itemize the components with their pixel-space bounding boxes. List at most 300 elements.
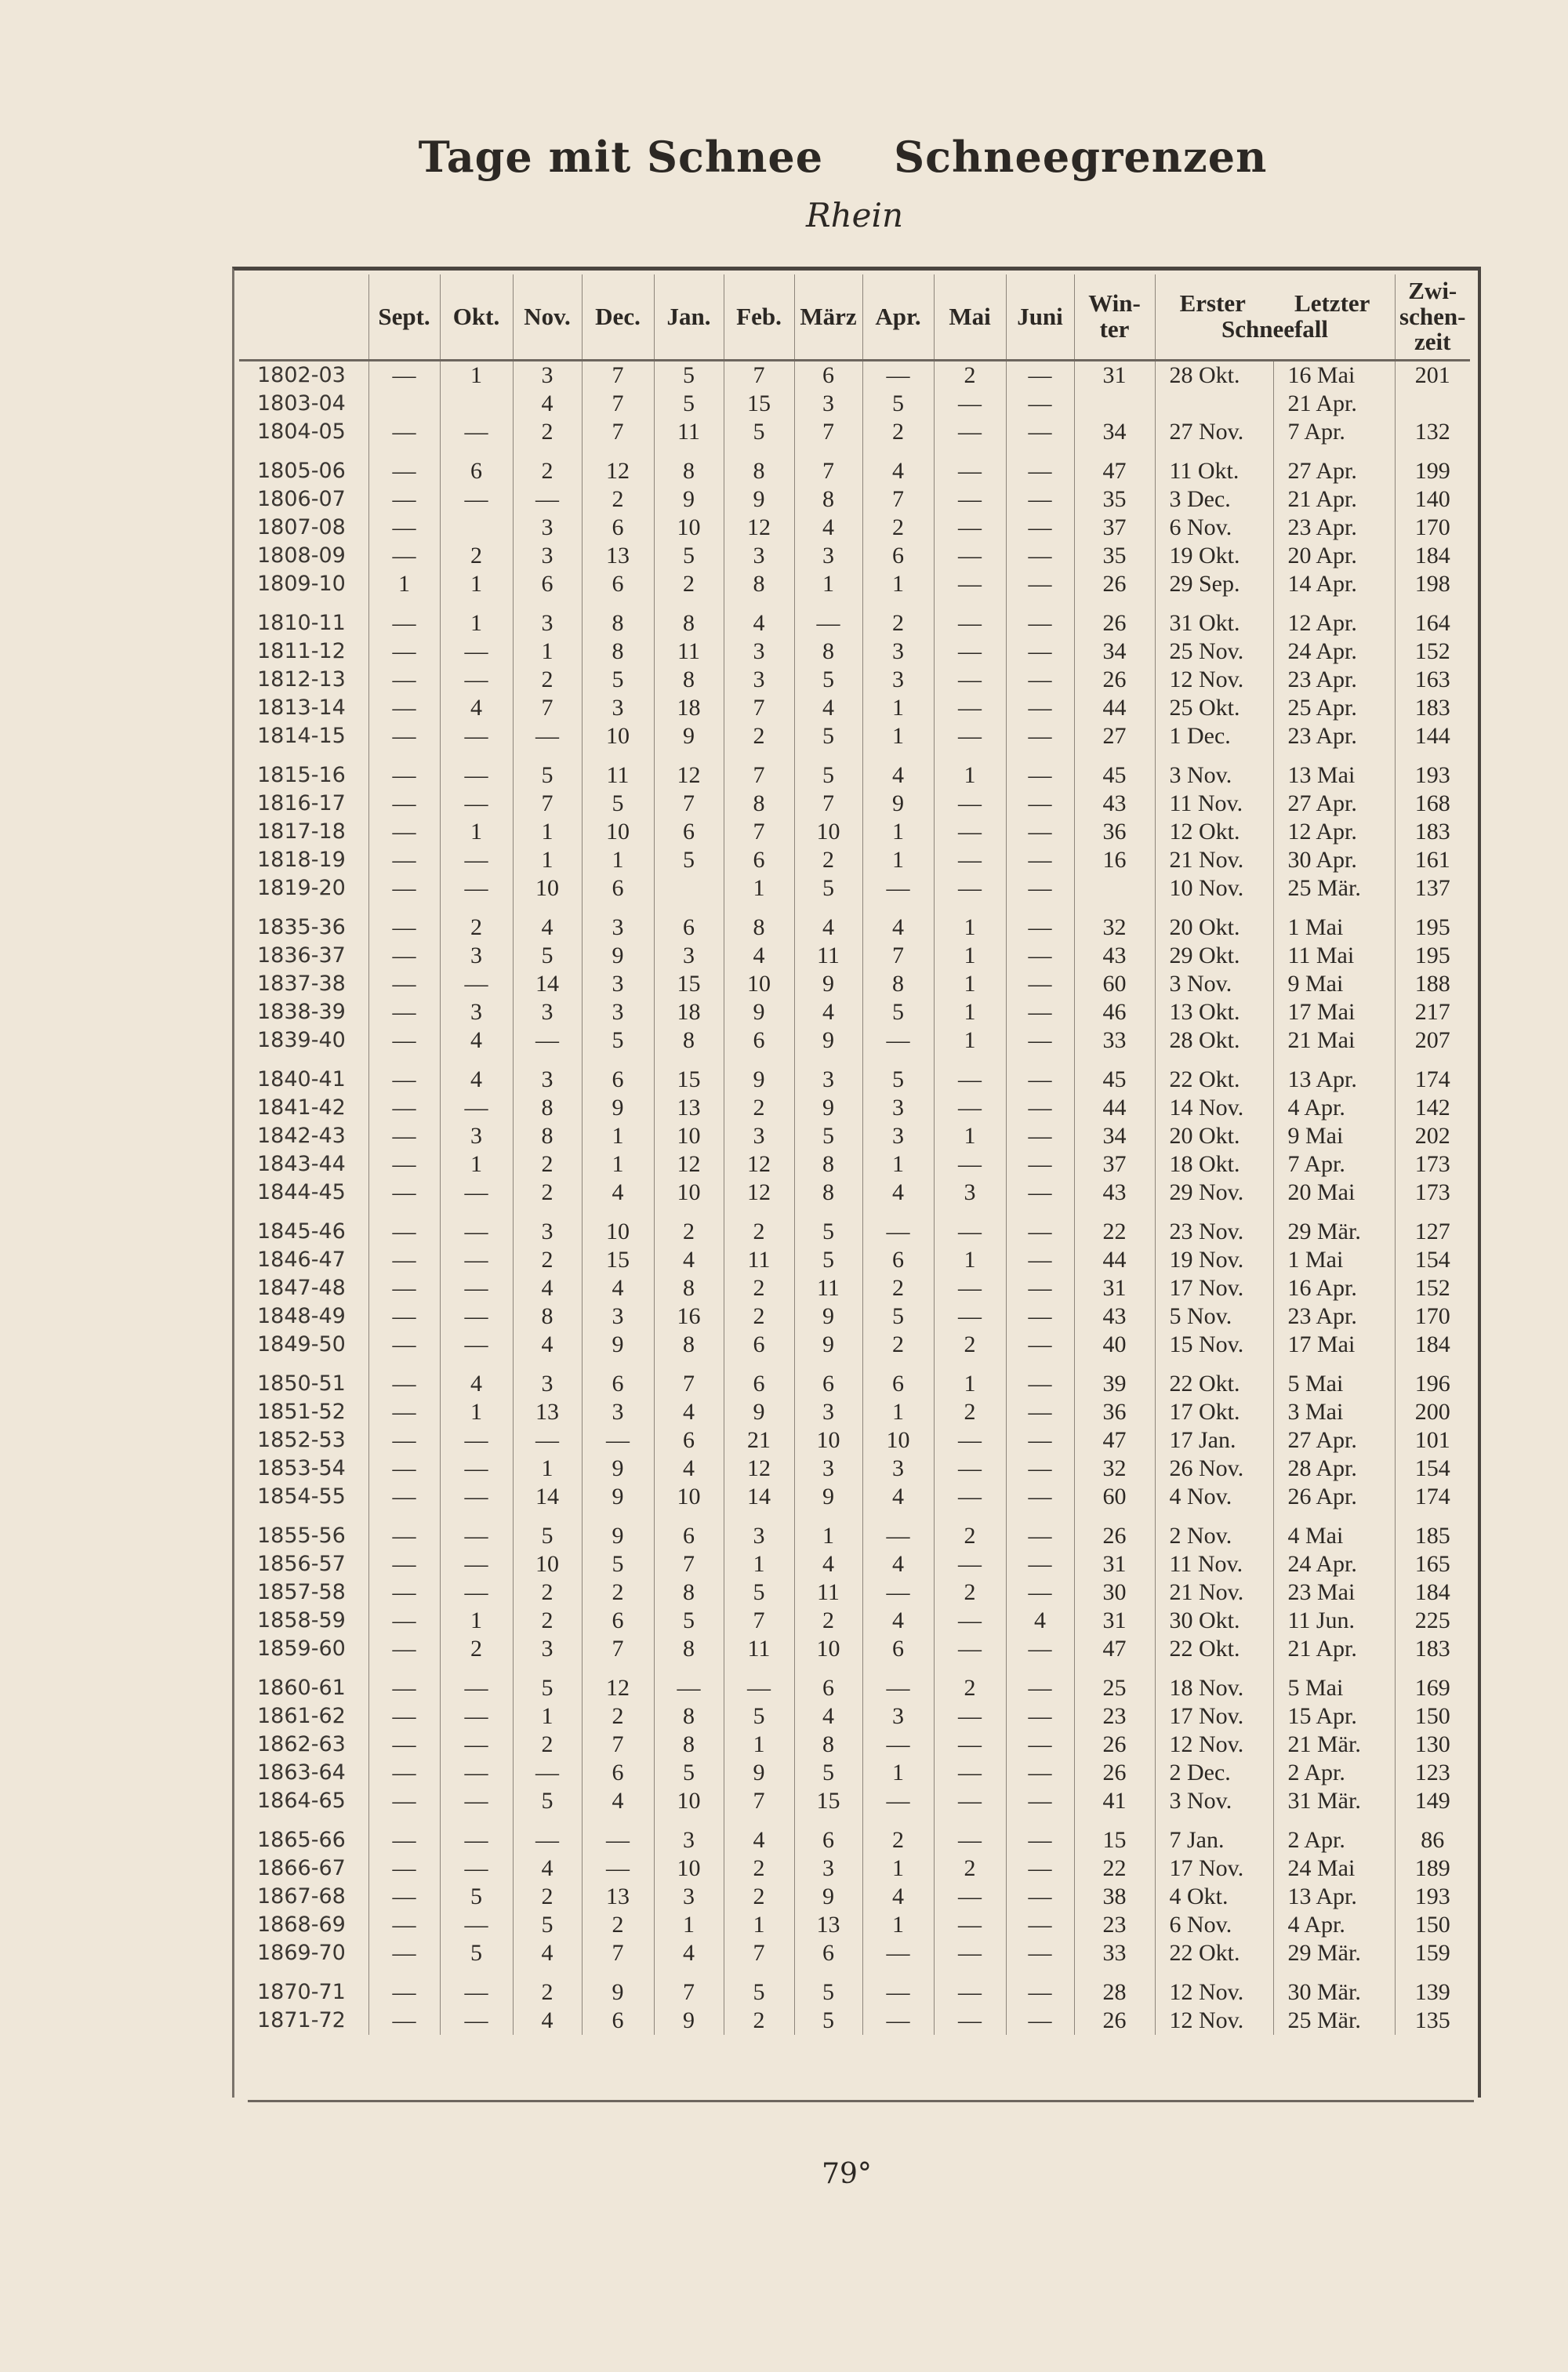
cell-winter: 33 [1074, 1939, 1155, 1967]
cell-okt: 1 [440, 361, 513, 390]
cell-mai: — [934, 1274, 1006, 1302]
cell-jan: 8 [654, 1331, 724, 1359]
cell-okt: — [440, 1426, 513, 1455]
cell-first-snowfall: 25 Okt. [1155, 694, 1273, 722]
cell-mai: 3 [934, 1179, 1006, 1207]
cell-year: 1844-45 [257, 1180, 346, 1204]
cell-apr: 5 [862, 390, 934, 418]
cell-first-snowfall: 1 Dec. [1155, 722, 1273, 750]
cell-first-snowfall: 3 Nov. [1155, 970, 1273, 998]
cell-first-snowfall: 20 Okt. [1155, 1122, 1273, 1150]
cell-first-snowfall: 12 Nov. [1155, 2007, 1273, 2035]
cell-winter: 44 [1074, 1094, 1155, 1122]
cell-first-snowfall: 2 Dec. [1155, 1759, 1273, 1787]
cell-sept: — [368, 1854, 440, 1883]
cell-jan: 11 [654, 418, 724, 446]
cell-between: 101 [1395, 1426, 1470, 1455]
table-row [239, 418, 1470, 446]
cell-juni: — [1006, 722, 1074, 750]
cell-last-snowfall: 11 Mai [1273, 942, 1395, 970]
cell-juni: — [1006, 1939, 1074, 1967]
cell-last-snowfall: 29 Mär. [1273, 1939, 1395, 1967]
cell-last-snowfall: 28 Apr. [1273, 1455, 1395, 1483]
cell-first-snowfall: 19 Okt. [1155, 542, 1273, 570]
cell-last-snowfall: 26 Apr. [1273, 1483, 1395, 1511]
cell-between: 163 [1395, 666, 1470, 694]
cell-last-snowfall: 23 Mai [1273, 1578, 1395, 1607]
cell-sept: — [368, 1635, 440, 1663]
cell-maerz: 8 [794, 485, 862, 514]
cell-first-snowfall: 17 Nov. [1155, 1274, 1273, 1302]
cell-maerz: 6 [794, 1826, 862, 1854]
cell-nov: 2 [513, 1246, 582, 1274]
cell-between: 152 [1395, 637, 1470, 666]
cell-maerz: 5 [794, 1978, 862, 2007]
cell-nov: 6 [513, 570, 582, 598]
cell-between: 154 [1395, 1455, 1470, 1483]
cell-dec: 7 [582, 1939, 654, 1967]
cell-first-snowfall: 23 Nov. [1155, 1218, 1273, 1246]
cell-last-snowfall: 17 Mai [1273, 998, 1395, 1026]
cell-nov: 5 [513, 1911, 582, 1939]
cell-winter: 43 [1074, 942, 1155, 970]
cell-last-snowfall: 24 Apr. [1273, 637, 1395, 666]
cell-dec: 1 [582, 846, 654, 874]
cell-year: 1805-06 [257, 459, 346, 483]
table-row [239, 1094, 1470, 1122]
cell-feb: 7 [724, 818, 794, 846]
cell-first-snowfall: 17 Okt. [1155, 1398, 1273, 1426]
cell-sept: — [368, 1522, 440, 1550]
cell-mai: — [934, 1702, 1006, 1731]
cell-apr: — [862, 1787, 934, 1815]
cell-maerz: 6 [794, 361, 862, 390]
cell-nov: 5 [513, 942, 582, 970]
cell-jan: 6 [654, 1426, 724, 1455]
cell-jan: 9 [654, 2007, 724, 2035]
cell-feb: 8 [724, 457, 794, 485]
cell-feb: 14 [724, 1483, 794, 1511]
group-spacer [239, 1815, 1470, 1826]
cell-winter: 47 [1074, 457, 1155, 485]
cell-feb: 2 [724, 722, 794, 750]
cell-maerz: 10 [794, 1635, 862, 1663]
cell-apr: 3 [862, 1455, 934, 1483]
cell-dec: 9 [582, 1978, 654, 2007]
cell-dec: 7 [582, 418, 654, 446]
group-spacer [239, 1055, 1470, 1066]
cell-sept: — [368, 485, 440, 514]
cell-feb: 6 [724, 846, 794, 874]
cell-juni: — [1006, 2007, 1074, 2035]
cell-sept: — [368, 694, 440, 722]
cell-winter: 15 [1074, 1826, 1155, 1854]
cell-juni: — [1006, 1066, 1074, 1094]
cell-jan: 8 [654, 1635, 724, 1663]
cell-nov: 8 [513, 1094, 582, 1122]
cell-winter: 36 [1074, 818, 1155, 846]
cell-first-snowfall: 2 Nov. [1155, 1522, 1273, 1550]
cell-maerz: 3 [794, 1398, 862, 1426]
cell-first-snowfall: 3 Nov. [1155, 1787, 1273, 1815]
cell-nov: 3 [513, 1370, 582, 1398]
cell-year: 1862-63 [257, 1732, 346, 1756]
cell-sept: — [368, 1122, 440, 1150]
cell-first-snowfall: 6 Nov. [1155, 1911, 1273, 1939]
cell-jan: 8 [654, 1026, 724, 1055]
cell-sept: — [368, 914, 440, 942]
cell-winter: 32 [1074, 914, 1155, 942]
cell-juni: — [1006, 1370, 1074, 1398]
cell-mai: — [934, 1939, 1006, 1967]
cell-mai: — [934, 1635, 1006, 1663]
cell-mai: 1 [934, 998, 1006, 1026]
cell-feb: 12 [724, 1150, 794, 1179]
cell-year: 1870-71 [257, 1980, 346, 2004]
cell-first-snowfall: 22 Okt. [1155, 1370, 1273, 1398]
cell-apr: — [862, 1026, 934, 1055]
cell-winter: 26 [1074, 2007, 1155, 2035]
cell-maerz: 3 [794, 390, 862, 418]
table-row [239, 485, 1470, 514]
table-row [239, 790, 1470, 818]
region-subtitle: Rhein [805, 196, 903, 234]
cell-sept: — [368, 1094, 440, 1122]
cell-nov: 3 [513, 361, 582, 390]
cell-apr: 1 [862, 818, 934, 846]
cell-year: 1817-18 [257, 819, 346, 844]
table-row [239, 1274, 1470, 1302]
cell-between: 142 [1395, 1094, 1470, 1122]
cell-between: 183 [1395, 1635, 1470, 1663]
cell-apr: 2 [862, 514, 934, 542]
cell-winter: 23 [1074, 1911, 1155, 1939]
header-snowfall [1155, 274, 1395, 361]
header-maerz: März [794, 274, 862, 361]
cell-dec: 4 [582, 1787, 654, 1815]
cell-juni: — [1006, 418, 1074, 446]
cell-between: 217 [1395, 998, 1470, 1026]
cell-maerz: 1 [794, 1522, 862, 1550]
cell-winter: 60 [1074, 1483, 1155, 1511]
cell-jan: 8 [654, 1274, 724, 1302]
cell-year: 1838-39 [257, 1000, 346, 1024]
table-row [239, 942, 1470, 970]
cell-mai: — [934, 1483, 1006, 1511]
cell-nov: 4 [513, 390, 582, 418]
cell-between: 135 [1395, 2007, 1470, 2035]
cell-between: 183 [1395, 818, 1470, 846]
cell-between: 132 [1395, 418, 1470, 446]
cell-okt: — [440, 1550, 513, 1578]
cell-between: 195 [1395, 942, 1470, 970]
cell-year: 1855-56 [257, 1524, 346, 1548]
cell-between: 144 [1395, 722, 1470, 750]
cell-dec: 5 [582, 666, 654, 694]
cell-apr: 4 [862, 1607, 934, 1635]
cell-sept: 1 [368, 570, 440, 598]
cell-year: 1810-11 [257, 611, 346, 635]
cell-winter: 38 [1074, 1883, 1155, 1911]
cell-mai: — [934, 1426, 1006, 1455]
cell-nov: 3 [513, 998, 582, 1026]
cell-jan: 11 [654, 637, 724, 666]
cell-nov: 1 [513, 1702, 582, 1731]
header-between: Zwi-schen-zeit [1395, 274, 1470, 361]
table-row [239, 1826, 1470, 1854]
cell-first-snowfall: 17 Nov. [1155, 1702, 1273, 1731]
cell-dec: 4 [582, 1274, 654, 1302]
cell-first-snowfall: 15 Nov. [1155, 1331, 1273, 1359]
cell-apr: 4 [862, 914, 934, 942]
cell-winter: 31 [1074, 1274, 1155, 1302]
cell-okt: — [440, 1218, 513, 1246]
cell-sept: — [368, 457, 440, 485]
cell-apr: 1 [862, 1150, 934, 1179]
cell-apr: 6 [862, 1635, 934, 1663]
cell-between: 154 [1395, 1246, 1470, 1274]
cell-maerz: 5 [794, 1122, 862, 1150]
cell-sept: — [368, 1483, 440, 1511]
table-row [239, 361, 1470, 390]
cell-apr: 7 [862, 485, 934, 514]
table-row [239, 1370, 1470, 1398]
cell-between: 193 [1395, 761, 1470, 790]
cell-mai: — [934, 637, 1006, 666]
cell-mai: 2 [934, 361, 1006, 390]
cell-first-snowfall: 17 Nov. [1155, 1854, 1273, 1883]
cell-maerz: 5 [794, 2007, 862, 2035]
cell-mai: — [934, 485, 1006, 514]
cell-apr: 5 [862, 1066, 934, 1094]
cell-sept: — [368, 609, 440, 637]
cell-apr: — [862, 1978, 934, 2007]
cell-last-snowfall: 5 Mai [1273, 1674, 1395, 1702]
cell-sept: — [368, 1911, 440, 1939]
cell-apr: 3 [862, 1094, 934, 1122]
cell-mai: 2 [934, 1578, 1006, 1607]
cell-winter: 27 [1074, 722, 1155, 750]
cell-winter: 31 [1074, 1607, 1155, 1635]
cell-nov: 4 [513, 1331, 582, 1359]
cell-sept: — [368, 514, 440, 542]
cell-sept: — [368, 1331, 440, 1359]
cell-sept: — [368, 1702, 440, 1731]
cell-last-snowfall: 21 Apr. [1273, 390, 1395, 418]
cell-mai: 1 [934, 1370, 1006, 1398]
cell-winter: 34 [1074, 418, 1155, 446]
cell-first-snowfall: 22 Okt. [1155, 1066, 1273, 1094]
cell-winter: 45 [1074, 1066, 1155, 1094]
cell-mai: — [934, 1550, 1006, 1578]
cell-year: 1850-51 [257, 1371, 346, 1396]
cell-juni: — [1006, 1274, 1074, 1302]
cell-feb: 8 [724, 570, 794, 598]
cell-first-snowfall: 18 Nov. [1155, 1674, 1273, 1702]
cell-jan: 8 [654, 609, 724, 637]
group-spacer [239, 1359, 1470, 1370]
cell-sept: — [368, 1302, 440, 1331]
cell-last-snowfall: 14 Apr. [1273, 570, 1395, 598]
cell-maerz: 11 [794, 1578, 862, 1607]
cell-mai: — [934, 1607, 1006, 1635]
cell-mai: — [934, 609, 1006, 637]
cell-dec: 9 [582, 1483, 654, 1511]
cell-first-snowfall: 21 Nov. [1155, 846, 1273, 874]
cell-apr: 2 [862, 609, 934, 637]
cell-nov: — [513, 722, 582, 750]
cell-feb: 11 [724, 1246, 794, 1274]
cell-sept: — [368, 418, 440, 446]
cell-feb: 2 [724, 1218, 794, 1246]
cell-juni: — [1006, 761, 1074, 790]
table-row [239, 637, 1470, 666]
cell-mai: 2 [934, 1398, 1006, 1426]
table-row [239, 1550, 1470, 1578]
cell-okt: — [440, 846, 513, 874]
cell-last-snowfall: 31 Mär. [1273, 1787, 1395, 1815]
cell-apr: 6 [862, 1246, 934, 1274]
cell-feb: 7 [724, 694, 794, 722]
cell-year: 1811-12 [257, 639, 346, 663]
cell-feb: 4 [724, 1826, 794, 1854]
cell-first-snowfall: 19 Nov. [1155, 1246, 1273, 1274]
table-row [239, 970, 1470, 998]
cell-dec: 8 [582, 609, 654, 637]
header-first: Erster [1179, 289, 1246, 318]
cell-sept: — [368, 1026, 440, 1055]
cell-between: 140 [1395, 485, 1470, 514]
cell-first-snowfall: 12 Okt. [1155, 818, 1273, 846]
cell-nov: 4 [513, 914, 582, 942]
cell-last-snowfall: 27 Apr. [1273, 790, 1395, 818]
cell-jan: 10 [654, 1483, 724, 1511]
cell-nov: 5 [513, 1522, 582, 1550]
cell-apr: 5 [862, 998, 934, 1026]
cell-first-snowfall: 25 Nov. [1155, 637, 1273, 666]
table-row [239, 846, 1470, 874]
cell-winter: 32 [1074, 1455, 1155, 1483]
cell-apr: 7 [862, 942, 934, 970]
cell-jan: 7 [654, 1978, 724, 2007]
table-row [239, 457, 1470, 485]
cell-year: 1860-61 [257, 1676, 346, 1700]
cell-jan: 9 [654, 485, 724, 514]
cell-sept: — [368, 1939, 440, 1967]
cell-nov: 4 [513, 1274, 582, 1302]
cell-year: 1847-48 [257, 1276, 346, 1300]
cell-year: 1853-54 [257, 1456, 346, 1480]
cell-apr: 6 [862, 1370, 934, 1398]
cell-year: 1871-72 [257, 2008, 346, 2032]
cell-jan: 8 [654, 1731, 724, 1759]
cell-nov: 2 [513, 1883, 582, 1911]
cell-feb: 6 [724, 1026, 794, 1055]
cell-apr: 3 [862, 1122, 934, 1150]
cell-first-snowfall: 28 Okt. [1155, 1026, 1273, 1055]
cell-jan: 9 [654, 722, 724, 750]
cell-okt: — [440, 1331, 513, 1359]
cell-maerz: 5 [794, 761, 862, 790]
cell-winter: 43 [1074, 790, 1155, 818]
cell-between: 185 [1395, 1522, 1470, 1550]
cell-first-snowfall: 27 Nov. [1155, 418, 1273, 446]
cell-mai: — [934, 418, 1006, 446]
cell-year: 1840-41 [257, 1067, 346, 1092]
cell-last-snowfall: 25 Mär. [1273, 2007, 1395, 2035]
cell-apr: 10 [862, 1426, 934, 1455]
cell-winter: 35 [1074, 542, 1155, 570]
cell-maerz: 1 [794, 570, 862, 598]
table-row [239, 1483, 1470, 1511]
cell-mai: 1 [934, 1122, 1006, 1150]
cell-dec: 6 [582, 514, 654, 542]
cell-first-snowfall: 29 Sep. [1155, 570, 1273, 598]
cell-okt: — [440, 970, 513, 998]
cell-apr: — [862, 1939, 934, 1967]
cell-first-snowfall: 5 Nov. [1155, 1302, 1273, 1331]
cell-first-snowfall: 28 Okt. [1155, 361, 1273, 390]
cell-maerz: 8 [794, 1150, 862, 1179]
cell-mai: — [934, 1218, 1006, 1246]
cell-apr: 2 [862, 1331, 934, 1359]
cell-apr: 2 [862, 1274, 934, 1302]
table-row [239, 1578, 1470, 1607]
cell-maerz: 9 [794, 970, 862, 998]
cell-maerz: 5 [794, 1246, 862, 1274]
cell-between [1395, 390, 1470, 418]
table-row [239, 1702, 1470, 1731]
cell-last-snowfall: 20 Apr. [1273, 542, 1395, 570]
cell-jan: 7 [654, 790, 724, 818]
cell-mai: — [934, 457, 1006, 485]
group-spacer [239, 1967, 1470, 1978]
cell-dec: 10 [582, 1218, 654, 1246]
cell-okt: 4 [440, 1370, 513, 1398]
cell-winter: 37 [1074, 514, 1155, 542]
cell-first-snowfall: 20 Okt. [1155, 914, 1273, 942]
cell-nov: 3 [513, 1635, 582, 1663]
cell-year: 1852-53 [257, 1428, 346, 1452]
cell-winter: 43 [1074, 1179, 1155, 1207]
cell-feb: 12 [724, 1179, 794, 1207]
group-spacer [239, 1511, 1470, 1522]
cell-apr: — [862, 2007, 934, 2035]
cell-last-snowfall: 1 Mai [1273, 914, 1395, 942]
cell-juni: — [1006, 637, 1074, 666]
cell-okt: — [440, 1731, 513, 1759]
cell-apr: 1 [862, 722, 934, 750]
cell-mai: 1 [934, 761, 1006, 790]
cell-year: 1863-64 [257, 1760, 346, 1785]
cell-last-snowfall: 24 Apr. [1273, 1550, 1395, 1578]
cell-sept: — [368, 1731, 440, 1759]
cell-winter: 36 [1074, 1398, 1155, 1426]
cell-okt: 4 [440, 694, 513, 722]
cell-year: 1854-55 [257, 1484, 346, 1509]
cell-first-snowfall: 3 Dec. [1155, 485, 1273, 514]
cell-feb: 2 [724, 1274, 794, 1302]
cell-dec: 5 [582, 1026, 654, 1055]
cell-maerz: — [794, 609, 862, 637]
cell-feb: 3 [724, 637, 794, 666]
cell-feb: 7 [724, 1607, 794, 1635]
cell-maerz: 7 [794, 790, 862, 818]
cell-maerz: 3 [794, 542, 862, 570]
cell-mai: — [934, 846, 1006, 874]
cell-jan: 7 [654, 1550, 724, 1578]
cell-juni: — [1006, 390, 1074, 418]
